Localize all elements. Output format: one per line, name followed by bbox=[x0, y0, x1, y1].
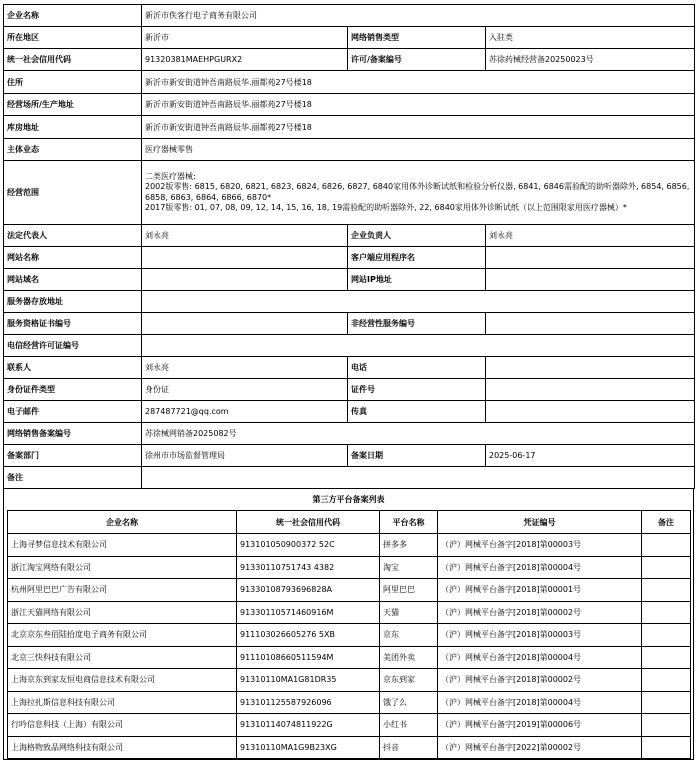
main-business-value: 医疗器械零售 bbox=[142, 139, 695, 161]
cell-credit-code: 911103026605276 5XB bbox=[237, 624, 380, 647]
fax-label: 传真 bbox=[348, 401, 486, 423]
table-row bbox=[8, 691, 691, 714]
cell-remark bbox=[642, 669, 691, 692]
cell-remark bbox=[642, 534, 691, 557]
cell-cert-no: （沪）网械平台备字[2018]第00004号 bbox=[438, 646, 642, 669]
email-value: 287487721@qq.com bbox=[142, 401, 348, 423]
id-type-value: 身份证 bbox=[142, 379, 348, 401]
cell-cert-no: （沪）网械平台备字[2018]第00003号 bbox=[438, 624, 642, 647]
telecom-value bbox=[142, 335, 695, 357]
cell-platform: 美团外卖 bbox=[380, 646, 438, 669]
legal-rep-value: 刘永亮 bbox=[142, 225, 348, 247]
company-name-label: 企业名称 bbox=[4, 5, 142, 27]
server-label: 服务器存放地址 bbox=[4, 291, 142, 313]
platform-list-wrapper bbox=[3, 510, 694, 760]
id-no-value bbox=[486, 379, 695, 401]
remark-label: 备注 bbox=[4, 467, 142, 489]
client-app-value bbox=[486, 247, 695, 269]
business-place-label: 经营场所/生产地址 bbox=[4, 94, 142, 116]
credit-code-value: 91320381MAEHPGURX2 bbox=[142, 49, 348, 71]
cell-cert-no: （沪）网械平台备字[2019]第00006号 bbox=[438, 714, 642, 737]
cell-company: 上海拉扎斯信息科技有限公司 bbox=[8, 691, 237, 714]
scope-label: 经营范围 bbox=[4, 161, 142, 225]
cell-credit-code: 913101125587926096 bbox=[237, 691, 380, 714]
cell-remark bbox=[642, 624, 691, 647]
filing-no-label: 网络销售备案编号 bbox=[4, 423, 142, 445]
service-cert-label: 服务资格证书编号 bbox=[4, 313, 142, 335]
credit-code-label: 统一社会信用代码 bbox=[4, 49, 142, 71]
filing-date-label: 备案日期 bbox=[348, 445, 486, 467]
platform-list-title: 第三方平台备案列表 bbox=[3, 489, 694, 510]
contact-value: 刘永亮 bbox=[142, 357, 348, 379]
client-app-label: 客户端应用程序名 bbox=[348, 247, 486, 269]
sales-type-value: 入驻类 bbox=[486, 27, 695, 49]
cell-platform: 京东 bbox=[380, 624, 438, 647]
cell-platform: 抖音 bbox=[380, 736, 438, 759]
header-remark: 备注 bbox=[642, 511, 691, 534]
cell-credit-code: 91310110MA1G81DR35 bbox=[237, 669, 380, 692]
cell-cert-no: （沪）网械平台备字[2018]第00002号 bbox=[438, 601, 642, 624]
business-place-value: 新沂市新安街道钟吾南路辰华.丽都苑27号楼18 bbox=[142, 94, 695, 116]
cell-company: 北京京东叁佰陆拾度电子商务有限公司 bbox=[8, 624, 237, 647]
main-business-label: 主体业态 bbox=[4, 139, 142, 161]
cell-company: 杭州阿里巴巴广告有限公司 bbox=[8, 579, 237, 602]
cell-platform: 小红书 bbox=[380, 714, 438, 737]
phone-value bbox=[486, 357, 695, 379]
id-no-label: 证件号 bbox=[348, 379, 486, 401]
cell-cert-no: （沪）网械平台备字[2018]第00001号 bbox=[438, 579, 642, 602]
ip-label: 网站IP地址 bbox=[348, 269, 486, 291]
cell-platform: 天猫 bbox=[380, 601, 438, 624]
company-name-value: 新沂市佚客行电子商务有限公司 bbox=[142, 5, 695, 27]
cell-credit-code: 91310110MA1G9B23XG bbox=[237, 736, 380, 759]
filing-record-sheet bbox=[3, 4, 694, 760]
website-name-label: 网站名称 bbox=[4, 247, 142, 269]
cell-remark bbox=[642, 646, 691, 669]
cell-platform: 京东到家 bbox=[380, 669, 438, 692]
header-credit-code: 统一社会信用代码 bbox=[237, 511, 380, 534]
cell-platform: 阿里巴巴 bbox=[380, 579, 438, 602]
cell-credit-code: 91110108660511594M bbox=[237, 646, 380, 669]
license-value: 苏徐药械经营备20250023号 bbox=[486, 49, 695, 71]
company-head-label: 企业负责人 bbox=[348, 225, 486, 247]
header-platform: 平台名称 bbox=[380, 511, 438, 534]
region-label: 所在地区 bbox=[4, 27, 142, 49]
filing-dept-value: 徐州市市场监督管理局 bbox=[142, 445, 348, 467]
filing-dept-label: 备案部门 bbox=[4, 445, 142, 467]
filing-date-value: 2025-06-17 bbox=[486, 445, 695, 467]
warehouse-label: 库房地址 bbox=[4, 116, 142, 139]
table-row bbox=[8, 601, 691, 624]
non-operating-value bbox=[486, 313, 695, 335]
website-name-value bbox=[142, 247, 348, 269]
table-row bbox=[8, 534, 691, 557]
cell-cert-no: （沪）网械平台备字[2018]第00003号 bbox=[438, 534, 642, 557]
warehouse-value: 新沂市新安街道钟吾南路辰华.丽都苑27号楼18 bbox=[142, 116, 695, 139]
table-row bbox=[8, 714, 691, 737]
license-label: 许可/备案编号 bbox=[348, 49, 486, 71]
cell-credit-code: 913101050900372 52C bbox=[237, 534, 380, 557]
cell-remark bbox=[642, 736, 691, 759]
server-value bbox=[142, 291, 695, 313]
cell-cert-no: （沪）网械平台备字[2018]第00002号 bbox=[438, 669, 642, 692]
non-operating-label: 非经营性服务编号 bbox=[348, 313, 486, 335]
cell-platform: 淘宝 bbox=[380, 556, 438, 579]
cell-credit-code: 91330108793696828A bbox=[237, 579, 380, 602]
platform-rows bbox=[8, 534, 691, 759]
remark-value bbox=[142, 467, 695, 489]
cell-cert-no: （沪）网械平台备字[2018]第00004号 bbox=[438, 556, 642, 579]
phone-label: 电话 bbox=[348, 357, 486, 379]
cell-cert-no: （沪）网械平台备字[2022]第00002号 bbox=[438, 736, 642, 759]
table-row bbox=[8, 736, 691, 759]
cell-company: 浙江淘宝网络有限公司 bbox=[8, 556, 237, 579]
table-row bbox=[8, 556, 691, 579]
cell-cert-no: （沪）网械平台备字[2018]第00004号 bbox=[438, 691, 642, 714]
id-type-label: 身份证件类型 bbox=[4, 379, 142, 401]
table-row bbox=[8, 579, 691, 602]
legal-rep-label: 法定代表人 bbox=[4, 225, 142, 247]
header-cert-no: 凭证编号 bbox=[438, 511, 642, 534]
sales-type-label: 网络销售类型 bbox=[348, 27, 486, 49]
cell-company: 上海格物致品网络科技有限公司 bbox=[8, 736, 237, 759]
cell-platform: 拼多多 bbox=[380, 534, 438, 557]
domain-label: 网站域名 bbox=[4, 269, 142, 291]
platform-list-table bbox=[7, 510, 691, 759]
cell-credit-code: 91330110571460916M bbox=[237, 601, 380, 624]
company-info-table bbox=[3, 4, 695, 489]
cell-remark bbox=[642, 579, 691, 602]
service-cert-value bbox=[142, 313, 348, 335]
cell-credit-code: 91330110751743 4382 bbox=[237, 556, 380, 579]
contact-label: 联系人 bbox=[4, 357, 142, 379]
scope-value: 二类医疗器械: 2002版零售: 6815, 6820, 6821, 6823, 6824, 6826, 6827, 6840家用体外诊断试纸和检验分析仪器, 6841, 6846需验配的助听器除外, 6854, 6856, 6858, 6863, 6864, 6866, 6870* 2017版零售: 01, 07, 08, 09, 12, 14, 15, 16, 18, 19需验配的助听器除外, 22, 6840家用体外诊断试纸（以上范围限家用医疗器械）* bbox=[142, 161, 695, 225]
region-value: 新沂市 bbox=[142, 27, 348, 49]
company-head-value: 刘永亮 bbox=[486, 225, 695, 247]
table-row bbox=[8, 646, 691, 669]
residence-value: 新沂市新安街道钟吾南路辰华.丽都苑27号楼18 bbox=[142, 71, 695, 94]
cell-remark bbox=[642, 601, 691, 624]
table-row bbox=[8, 624, 691, 647]
cell-remark bbox=[642, 556, 691, 579]
filing-no-value: 苏徐械网销备2025082号 bbox=[142, 423, 695, 445]
cell-company: 上海寻梦信息技术有限公司 bbox=[8, 534, 237, 557]
cell-company: 行吟信息科技（上海）有限公司 bbox=[8, 714, 237, 737]
cell-company: 上海京东到家友恒电商信息技术有限公司 bbox=[8, 669, 237, 692]
header-company: 企业名称 bbox=[8, 511, 237, 534]
domain-value bbox=[142, 269, 348, 291]
email-label: 电子邮件 bbox=[4, 401, 142, 423]
fax-value bbox=[486, 401, 695, 423]
ip-value bbox=[486, 269, 695, 291]
cell-company: 北京三快科技有限公司 bbox=[8, 646, 237, 669]
residence-label: 住所 bbox=[4, 71, 142, 94]
cell-remark bbox=[642, 691, 691, 714]
telecom-label: 电信经营许可证编号 bbox=[4, 335, 142, 357]
table-row bbox=[8, 669, 691, 692]
cell-company: 浙江天猫网络有限公司 bbox=[8, 601, 237, 624]
cell-credit-code: 91310114074811922G bbox=[237, 714, 380, 737]
cell-platform: 饿了么 bbox=[380, 691, 438, 714]
cell-remark bbox=[642, 714, 691, 737]
